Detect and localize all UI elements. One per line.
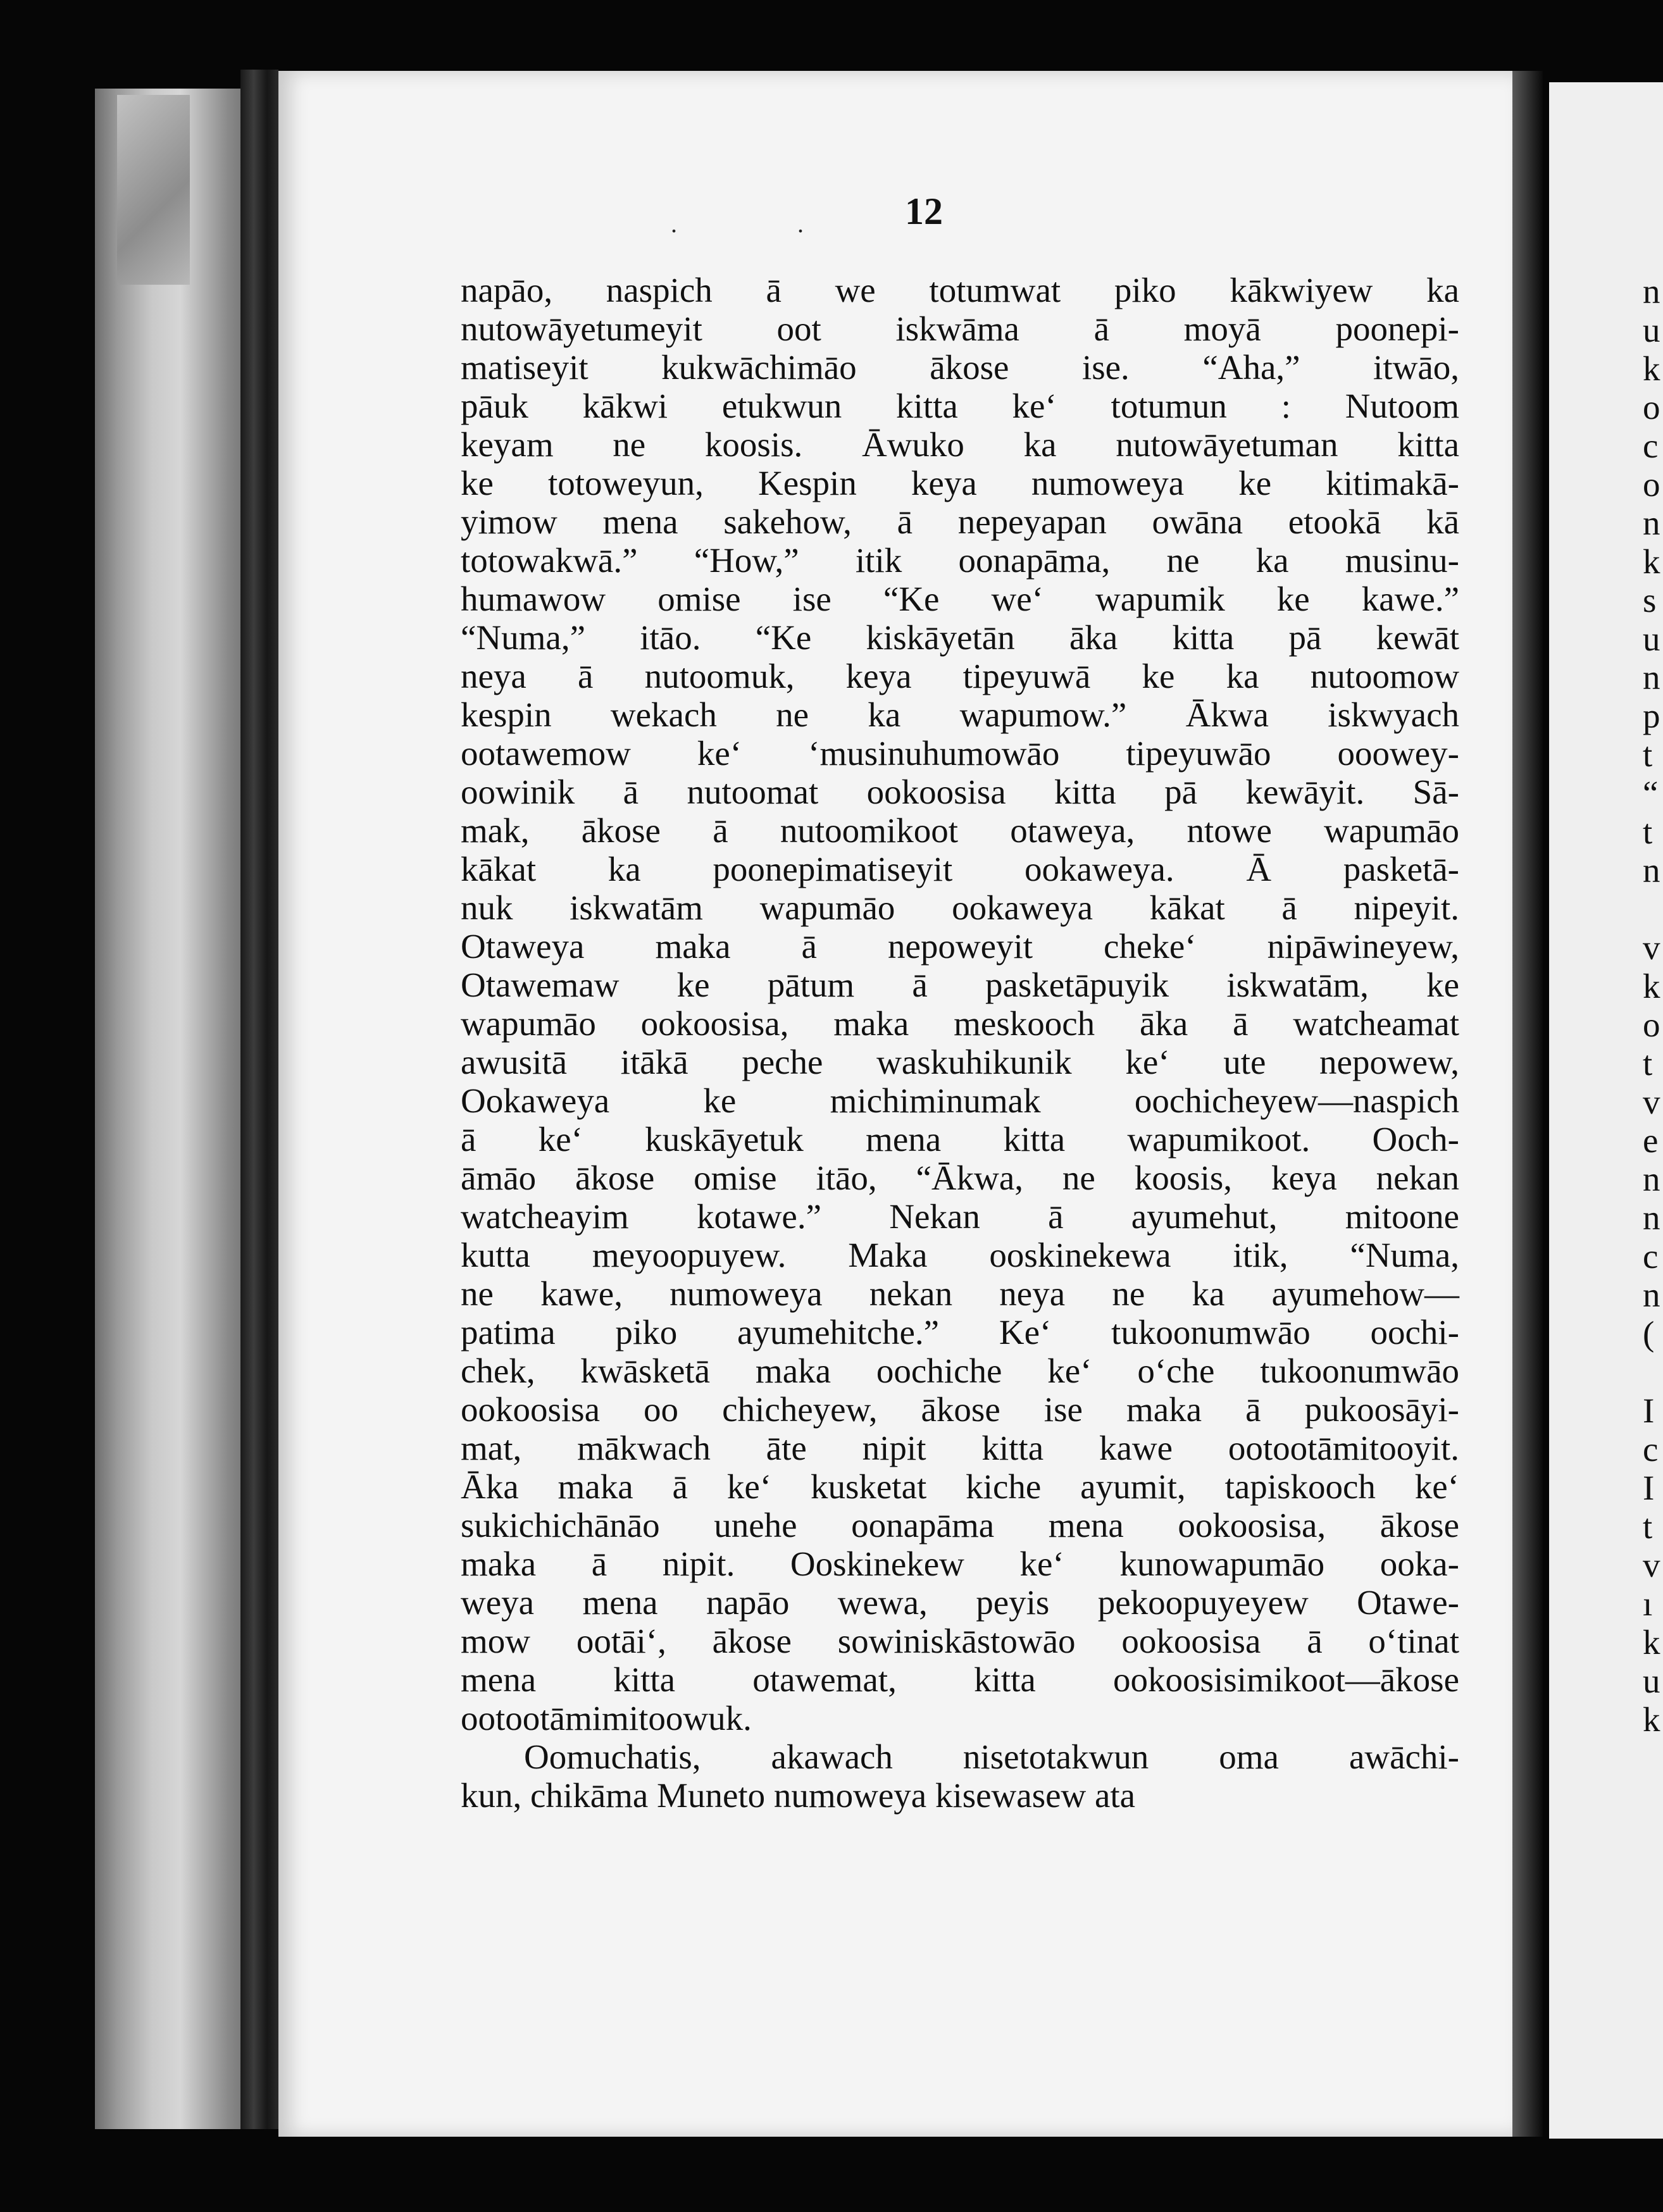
text-line: sukichichānāo unehe oonapāma mena ookoosisa, ākose <box>461 1506 1459 1544</box>
next-page-letter: t <box>1643 735 1653 774</box>
next-page-letter: c <box>1643 1237 1659 1276</box>
text-line: Otaweya maka ā nepoweyit cheke‘ nipāwineyew, <box>461 927 1459 966</box>
text-line: watcheayim kotawe.” Nekan ā ayumehut, mitoone <box>461 1197 1459 1236</box>
text-line: maka ā nipit. Ooskinekew ke‘ kunowapumāo ooka- <box>461 1544 1459 1583</box>
next-page-letter: o <box>1643 465 1660 504</box>
text-line: ookoosisa oo chicheyew, ākose ise maka ā pukoosāyi- <box>461 1390 1459 1429</box>
text-line: humawow omise ise “Ke we‘ wapumik ke kawe.” <box>461 580 1459 618</box>
text-line: Otawemaw ke pātum ā pasketāpuyik iskwatām, ke <box>461 966 1459 1004</box>
print-specks: . . <box>671 209 861 238</box>
text-line: yimow mena sakehow, ā nepeyapan owāna etookā kā <box>461 502 1459 541</box>
text-line: ā ke‘ kuskāyetuk mena kitta wapumikoot. Ooch- <box>461 1120 1459 1159</box>
next-page-letter: I <box>1643 1391 1655 1430</box>
text-line: ke totoweyun, Kespin keya numoweya ke kitimakā- <box>461 464 1459 502</box>
next-page-letter: ( <box>1643 1314 1655 1353</box>
text-line: kākat ka poonepimatiseyit ookaweya. Ā pasketā- <box>461 850 1459 888</box>
text-line: napāo, naspich ā we totumwat piko kākwiyew ka <box>461 271 1459 309</box>
text-line: mow ootāi‘, ākose sowiniskāstowāo ookoosisa ā o‘tinat <box>461 1622 1459 1660</box>
next-page-letter: o <box>1643 388 1660 426</box>
text-line: nutowāyetumeyit oot iskwāma ā moyā poonepi- <box>461 309 1459 348</box>
next-page-letter: n <box>1643 1276 1660 1314</box>
text-line: āmāo ākose omise itāo, “Ākwa, ne koosis, keya nekan <box>461 1159 1459 1197</box>
next-page-letter: o <box>1643 1005 1660 1044</box>
next-page-letter: u <box>1643 311 1660 349</box>
cover-bevel <box>117 95 190 285</box>
text-line: mat, mākwach āte nipit kitta kawe ootootāmitooyit. <box>461 1429 1459 1467</box>
text-line: pāuk kākwi etukwun kitta ke‘ totumun : Nutoom <box>461 387 1459 425</box>
text-line: ootootāmimitoowuk. <box>461 1699 752 1737</box>
text-line: matiseyit kukwāchimāo ākose ise. “Aha,” itwāo, <box>461 348 1459 387</box>
text-line: kun, chikāma Muneto numoweya kisewasew ata <box>461 1776 1136 1815</box>
body-text <box>461 271 1459 1815</box>
text-line: nuk iskwatām wapumāo ookaweya kākat ā nipeyit. <box>461 888 1459 927</box>
next-page-letter: t <box>1643 812 1653 851</box>
next-page-letter: k <box>1643 1623 1660 1662</box>
next-page-letter: c <box>1643 1430 1659 1469</box>
next-page-letter: s <box>1643 581 1657 619</box>
next-page-letter: v <box>1643 1083 1660 1121</box>
text-line: Ookaweya ke michiminumak oochicheyew—naspich <box>461 1081 1459 1120</box>
text-line: keyam ne koosis. Āwuko ka nutowāyetuman kitta <box>461 425 1459 464</box>
next-page-letter: t <box>1643 1507 1653 1546</box>
next-page-letter: c <box>1643 426 1659 465</box>
next-page-letter: p <box>1643 697 1660 735</box>
next-page-letter: u <box>1643 1662 1660 1700</box>
next-page-letter: n <box>1643 851 1660 890</box>
next-page-letter: n <box>1643 658 1660 697</box>
text-line: chek, kwāsketā maka oochiche ke‘ o‘che tukoonumwāo <box>461 1351 1459 1390</box>
text-line: Oomuchatis, akawach nisetotakwun oma awāchi- <box>524 1737 1459 1776</box>
next-page-gutter <box>1512 71 1543 2137</box>
text-line: patima piko ayumehitche.” Ke‘ tukoonumwāo oochi- <box>461 1313 1459 1351</box>
next-page-letter <box>1643 890 1660 928</box>
next-page-letter: n <box>1643 1198 1660 1237</box>
next-page-letter: k <box>1643 542 1660 581</box>
next-page-letter: k <box>1643 967 1660 1005</box>
next-page-letter: n <box>1643 272 1660 311</box>
text-line: ootawemow ke‘ ‘musinuhumowāo tipeyuwāo ooowey- <box>461 734 1459 773</box>
text-line: totowakwā.” “How,” itik oonapāma, ne ka musinu- <box>461 541 1459 580</box>
text-line: awusitā itākā peche waskuhikunik ke‘ ute nepowew, <box>461 1043 1459 1081</box>
next-page-letter <box>1643 1353 1660 1391</box>
text-line: mena kitta otawemat, kitta ookoosisimikoot—ākose <box>461 1660 1459 1699</box>
text-line: Āka maka ā ke‘ kusketat kiche ayumit, tapiskooch ke‘ <box>461 1467 1459 1506</box>
text-line: neya ā nutoomuk, keya tipeyuwā ke ka nutoomow <box>461 657 1459 695</box>
next-page-sliver <box>1549 82 1663 2139</box>
text-line: ne kawe, numoweya nekan neya ne ka ayumehow— <box>461 1274 1459 1313</box>
next-page-letter: “ <box>1643 774 1659 812</box>
text-line: wapumāo ookoosisa, maka meskooch āka ā watcheamat <box>461 1004 1459 1043</box>
text-line: “Numa,” itāo. “Ke kiskāyetān āka kitta pā kewāt <box>461 618 1459 657</box>
text-line: oowinik ā nutoomat ookoosisa kitta pā kewāyit. Sā- <box>461 773 1459 811</box>
next-page-letters <box>1643 272 1660 1739</box>
next-page-letter: v <box>1643 1546 1660 1584</box>
next-page-letter: v <box>1643 928 1660 967</box>
next-page-letter: ı <box>1643 1584 1653 1623</box>
spine-gutter <box>240 70 278 2129</box>
next-page-letter: t <box>1643 1044 1653 1083</box>
text-line: kutta meyoopuyew. Maka ooskinekewa itik, “Numa, <box>461 1236 1459 1274</box>
next-page-letter: n <box>1643 504 1660 542</box>
next-page-letter: k <box>1643 1700 1660 1739</box>
text-line: kespin wekach ne ka wapumow.” Ākwa iskwyach <box>461 695 1459 734</box>
next-page-letter: I <box>1643 1469 1655 1507</box>
next-page-letter: k <box>1643 349 1660 388</box>
next-page-letter: n <box>1643 1160 1660 1198</box>
page-number: 12 <box>905 190 943 232</box>
next-page-letter: u <box>1643 619 1660 658</box>
text-line: weya mena napāo wewa, peyis pekoopuyeyew Otawe- <box>461 1583 1459 1622</box>
next-page-letter: e <box>1643 1121 1659 1160</box>
text-line: mak, ākose ā nutoomikoot otaweya, ntowe wapumāo <box>461 811 1459 850</box>
